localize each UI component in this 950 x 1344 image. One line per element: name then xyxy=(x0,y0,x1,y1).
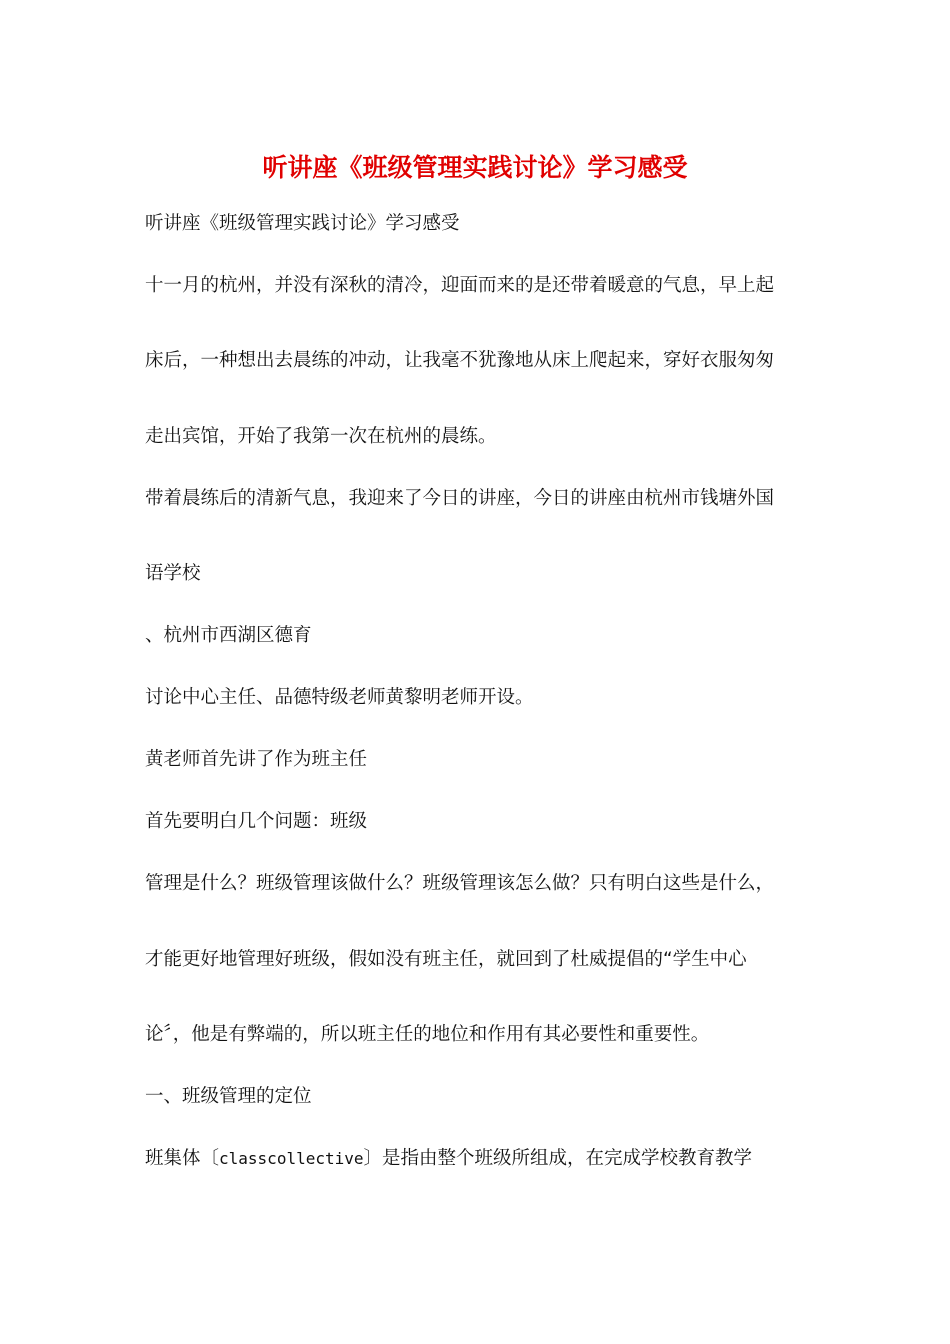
section-heading: 一、班级管理的定位 xyxy=(145,1086,312,1107)
paragraph-line: 、杭州市西湖区德育 xyxy=(145,625,312,646)
paragraph-line: 走出宾馆，开始了我第一次在杭州的晨练。 xyxy=(145,426,497,447)
paragraph-line: 语学校 xyxy=(145,563,201,584)
document-title: 听讲座《班级管理实践讨论》学习感受 xyxy=(262,153,688,182)
paragraph-line: 黄老师首先讲了作为班主任 xyxy=(145,749,368,770)
paragraph-line: 首先要明白几个问题：班级 xyxy=(145,811,368,832)
paragraph-line xyxy=(145,1145,825,1173)
paragraph-line: 论〞，他是有弊端的，所以班主任的地位和作用有其必要性和重要性。 xyxy=(145,1024,710,1045)
paragraph-line: 十一月的杭州，并没有深秋的清冷，迎面而来的是还带着暖意的气息，早上起 xyxy=(145,275,775,296)
english-term: classcollective xyxy=(219,1149,364,1168)
paragraph-line: 床后，一种想出去晨练的冲动，让我毫不犹豫地从床上爬起来，穿好衣服匆匆 xyxy=(145,350,775,371)
paragraph-line: 带着晨练后的清新气息，我迎来了今日的讲座，今日的讲座由杭州市钱塘外国 xyxy=(145,488,775,509)
line-text-before: 班集体〔 xyxy=(145,1148,220,1169)
paragraph-line: 听讲座《班级管理实践讨论》学习感受 xyxy=(145,213,460,234)
paragraph-line: 才能更好地管理好班级，假如没有班主任，就回到了杜威提倡的“学生中心 xyxy=(145,949,747,970)
paragraph-line: 管理是什么？班级管理该做什么？班级管理该怎么做？只有明白这些是什么， xyxy=(145,873,775,894)
paragraph-line: 讨论中心主任、品德特级老师黄黎明老师开设。 xyxy=(145,687,534,708)
line-text-after: 〕是指由整个班级所组成，在完成学校教育教学 xyxy=(363,1148,753,1169)
